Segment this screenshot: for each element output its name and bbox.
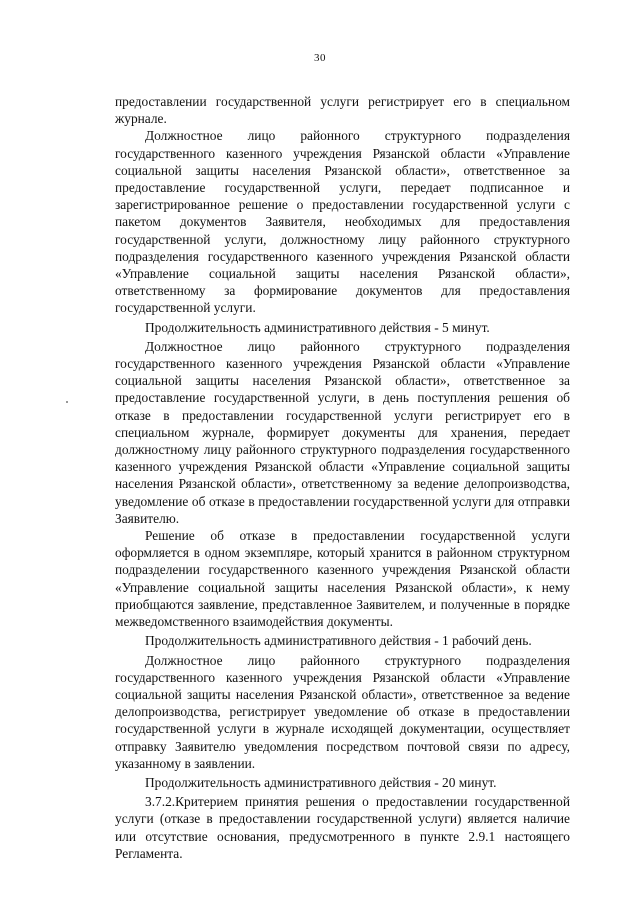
duration-note: Продолжительность административного действия - 5 минут.: [145, 319, 490, 335]
paragraph: Решение об отказе в предоставлении государственной услуги оформляется в одном экземпляре, который хранится в районном структурном подразделении государственного казенного учреждения Рязанской области «Управление социальной защиты населения Рязанской области», к нему приобщаются заявление, представленное Заявителем, и полученные в порядке межведомственного взаимодействия документы.: [115, 528, 570, 630]
document-body: [115, 93, 570, 862]
margin-mark: [66, 401, 68, 403]
paragraph-continuation: предоставлении государственной услуги регистрирует его в специальном журнале.: [115, 94, 570, 127]
paragraph: Должностное лицо районного структурного подразделения государственного казенного учреждения Рязанской области «Управление социальной защиты населения Рязанской области», ответственное за ведение делопроизводства, регистрирует уведомление об отказе в предоставлении государственной услуги в журнале исходящей документации, осуществляет отправку Заявителю уведомления посредством почтовой связи по адресу, указанному в заявлении.: [115, 652, 570, 771]
duration-note: Продолжительность административного действия - 1 рабочий день.: [145, 633, 532, 649]
duration-note: Продолжительность административного действия - 20 минут.: [145, 774, 497, 790]
paragraph-criterion: 3.7.2.Критерием принятия решения о предоставлении государственной услуги (отказе в предоставлении государственной услуги) является наличие или отсутствие основания, предусмотренного в пункте 2.9.1 настоящего Регламента.: [115, 794, 570, 861]
paragraph: Должностное лицо районного структурного подразделения государственного казенного учреждения Рязанской области «Управление социальной защиты населения Рязанской области», ответственное за предоставление государственной услуги, передает подписанное и зарегистрированное решение о предоставлении государственной услуги с пакетом документов Заявителя, необходимых для предоставления государственной услуги, должностному лицу районного структурного подразделения государственного казенного учреждения Рязанской области «Управление социальной защиты населения Рязанской области», ответственному за формирование документов для предоставления государственной услуги.: [115, 128, 570, 316]
paragraph: Должностное лицо районного структурного подразделения государственного казенного учреждения Рязанской области «Управление социальной защиты населения Рязанской области», ответственное за предоставление государственной услуги, в день поступления решения об отказе в предоставлении государственной услуги регистрирует его в специальном журнале, формирует документы для хранения, передает должностному лицу районного структурного подразделения государственного казенного учреждения Рязанской области «Управление социальной защиты населения Рязанской области», ответственному за ведение делопроизводства, уведомление об отказе в предоставлении государственной услуги для отправки Заявителю.: [115, 338, 570, 526]
page-number: 30: [314, 52, 326, 64]
